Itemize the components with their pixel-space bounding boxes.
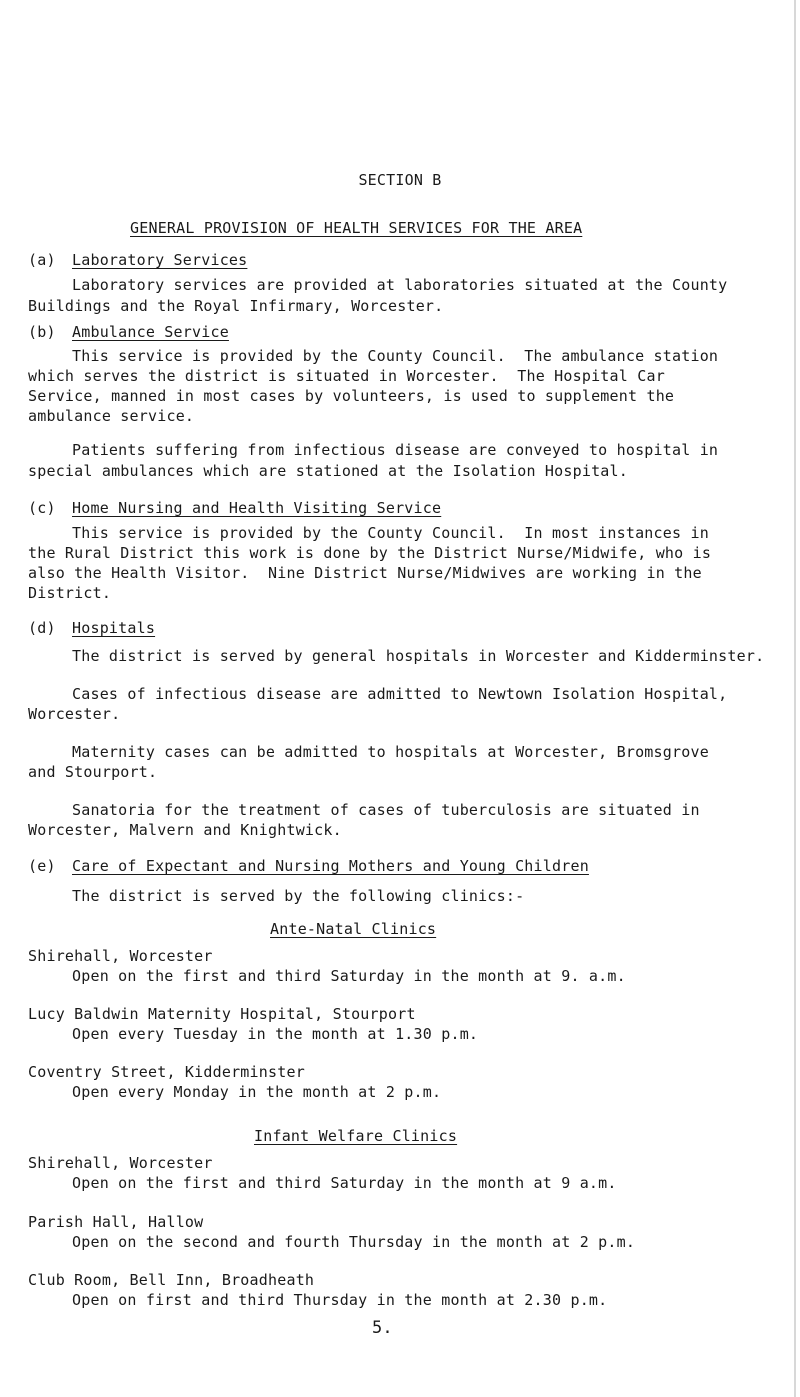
section-c-text-line: District.	[28, 584, 112, 602]
section-a-text-line: Laboratory services are provided at laboratories situated at the County	[72, 276, 728, 294]
clinic-times: Open every Monday in the month at 2 p.m.	[72, 1083, 442, 1101]
clinic-place: Shirehall, Worcester	[28, 947, 213, 965]
clinic-place: Coventry Street, Kidderminster	[28, 1063, 305, 1081]
section-d-text-line: Cases of infectious disease are admitted to Newtown Isolation Hospital,	[72, 685, 728, 703]
section-e-letter: (e)	[28, 857, 56, 875]
page-title: GENERAL PROVISION OF HEALTH SERVICES FOR THE AREA	[130, 219, 583, 237]
clinic-place: Parish Hall, Hallow	[28, 1213, 204, 1231]
section-c-letter: (c)	[28, 499, 56, 517]
section-c-text-line: also the Health Visitor. Nine District Nurse/Midwives are working in the	[28, 564, 702, 582]
clinics-intro: The district is served by the following clinics:-	[72, 887, 525, 905]
page-number: 5.	[372, 1318, 393, 1338]
section-e-heading: Care of Expectant and Nursing Mothers and Young Children	[72, 857, 589, 875]
clinic-times: Open on first and third Thursday in the month at 2.30 p.m.	[72, 1291, 608, 1309]
page-edge-shadow	[794, 0, 796, 1397]
section-d-text-line: Sanatoria for the treatment of cases of tuberculosis are situated in	[72, 801, 700, 819]
section-a-heading: Laboratory Services	[72, 251, 248, 269]
section-d-text-line: The district is served by general hospitals in Worcester and Kidderminster.	[72, 647, 765, 665]
section-label: SECTION B	[358, 171, 442, 189]
section-d-text-line: and Stourport.	[28, 763, 158, 781]
section-b-text-line: which serves the district is situated in Worcester. The Hospital Car	[28, 367, 665, 385]
clinic-times: Open every Tuesday in the month at 1.30 p.m.	[72, 1025, 479, 1043]
section-b-text-line: special ambulances which are stationed at the Isolation Hospital.	[28, 462, 628, 480]
clinic-place: Lucy Baldwin Maternity Hospital, Stourport	[28, 1005, 416, 1023]
section-b-heading: Ambulance Service	[72, 323, 229, 341]
section-a-text-line: Buildings and the Royal Infirmary, Worcester.	[28, 297, 444, 315]
section-b-text-line: Service, manned in most cases by volunteers, is used to supplement the	[28, 387, 675, 405]
section-b-text-line: Patients suffering from infectious disease are conveyed to hospital in	[72, 441, 719, 459]
section-b-text-line: ambulance service.	[28, 407, 195, 425]
clinic-times: Open on the second and fourth Thursday in the month at 2 p.m.	[72, 1233, 636, 1251]
section-d-letter: (d)	[28, 619, 56, 637]
section-d-text-line: Worcester, Malvern and Knightwick.	[28, 821, 342, 839]
clinic-place: Club Room, Bell Inn, Broadheath	[28, 1271, 315, 1289]
section-d-heading: Hospitals	[72, 619, 156, 637]
clinic-times: Open on the first and third Saturday in the month at 9 a.m.	[72, 1174, 617, 1192]
infant-welfare-heading: Infant Welfare Clinics	[254, 1127, 458, 1145]
section-d-text-line: Worcester.	[28, 705, 121, 723]
section-a-letter: (a)	[28, 251, 56, 269]
section-c-heading: Home Nursing and Health Visiting Service	[72, 499, 442, 517]
section-c-text-line: This service is provided by the County Council. In most instances in	[72, 524, 709, 542]
section-b-text-line: This service is provided by the County Council. The ambulance station	[72, 347, 719, 365]
antenatal-heading: Ante-Natal Clinics	[270, 920, 437, 938]
clinic-place: Shirehall, Worcester	[28, 1154, 213, 1172]
section-b-letter: (b)	[28, 323, 56, 341]
section-d-text-line: Maternity cases can be admitted to hospitals at Worcester, Bromsgrove	[72, 743, 709, 761]
clinic-times: Open on the first and third Saturday in the month at 9. a.m.	[72, 967, 626, 985]
section-c-text-line: the Rural District this work is done by the District Nurse/Midwife, who is	[28, 544, 712, 562]
